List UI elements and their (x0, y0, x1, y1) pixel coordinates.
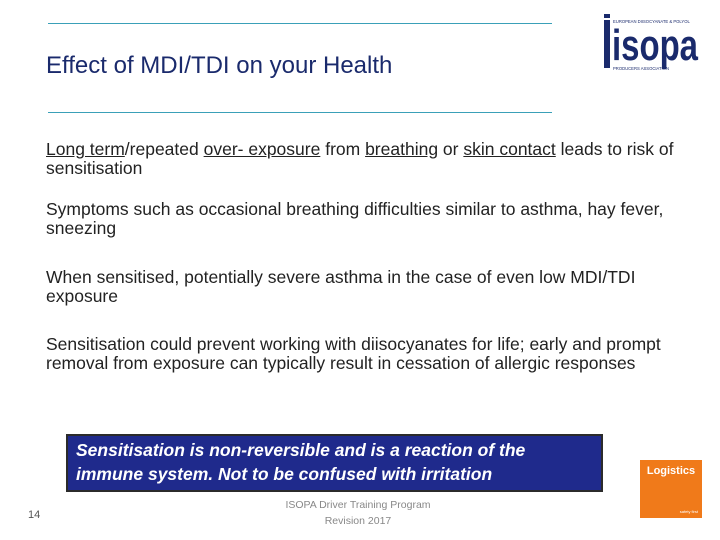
link-skin-contact[interactable]: skin contact (463, 139, 556, 159)
bullet-prevent-working: Sensitisation could prevent working with diisocyanates for life; early and prompt removal from exposure can typically result in cessation of allergic responses (46, 334, 661, 373)
badge-label: Logistics (646, 465, 696, 477)
footer-program: ISOPA Driver Training Program (285, 499, 431, 511)
logistics-badge (640, 460, 702, 518)
text-fragment: leads to risk of sensitisation (46, 139, 674, 178)
link-breathing[interactable]: breathing (365, 139, 439, 159)
logo-tagline-bottom: PRODUCERS ASSOCIATION (613, 66, 669, 71)
callout-text: Sensitisation is non-reversible and is a reaction of the immune system. Not to be confused with irritation (76, 440, 526, 484)
bullet-list (46, 140, 706, 395)
isopa-logo (604, 14, 700, 74)
bullet-sensitisation-risk (46, 140, 706, 178)
badge-subtext: safety first (679, 509, 698, 514)
logo-wordmark: isopa (612, 21, 699, 70)
link-over-exposure[interactable]: over- exposure (203, 139, 321, 159)
top-divider (48, 23, 552, 24)
page-number: 14 (28, 509, 41, 521)
link-long-term[interactable]: Long term (46, 139, 125, 159)
text-fragment: or (438, 139, 464, 159)
bullet-sensitised-asthma: When sensitised, potentially severe asthma in the case of even low MDI/TDI exposure (46, 267, 636, 306)
page-title: Effect of MDI/TDI on your Health (46, 52, 393, 79)
title-divider (48, 112, 552, 113)
logo-tagline-top: EUROPEAN DIISOCYANATE & POLYOL (613, 19, 690, 24)
bullet-symptoms: Symptoms such as occasional breathing difficulties similar to asthma, hay fever, sneezing (46, 199, 664, 238)
footer-revision: Revision 2017 (324, 515, 392, 527)
warning-callout (66, 434, 603, 492)
text-fragment: /repeated (124, 139, 204, 159)
footer (278, 497, 438, 529)
text-fragment: from (320, 139, 366, 159)
